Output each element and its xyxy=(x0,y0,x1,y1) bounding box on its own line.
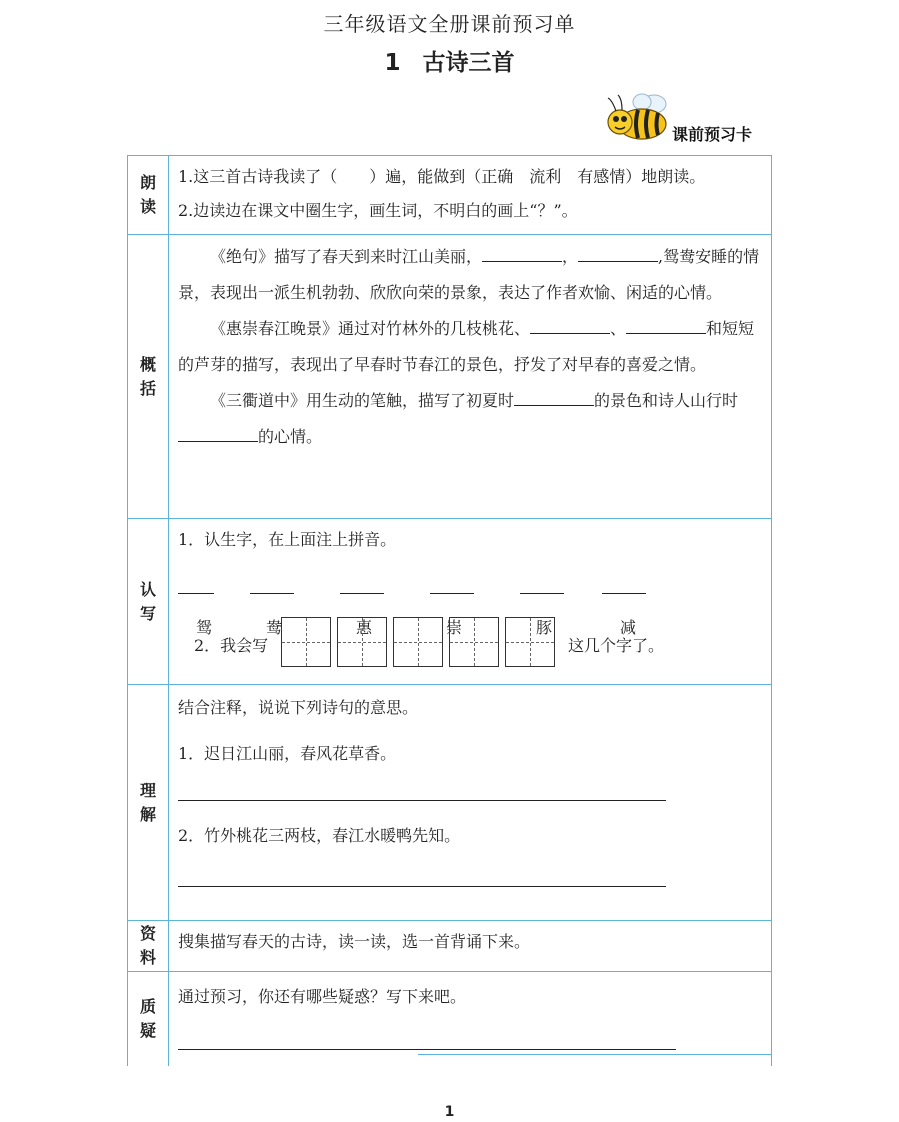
category-label: 质 疑 xyxy=(128,972,169,1067)
pinyin-blank[interactable] xyxy=(340,593,384,594)
pinyin-blank[interactable] xyxy=(178,593,214,594)
pinyin-blank[interactable] xyxy=(602,593,646,594)
writing-suffix: 这几个字了。 xyxy=(568,636,665,655)
lesson-title xyxy=(0,44,899,77)
reading-content xyxy=(169,156,772,235)
lesson-number: 1 xyxy=(384,50,401,76)
character: 惠 xyxy=(356,618,373,637)
writing-prompt: 2．我会写 xyxy=(194,636,269,655)
badge-label: 课前预习卡 xyxy=(672,125,753,144)
category-label: 认 写 xyxy=(128,519,169,685)
section-understanding xyxy=(128,685,772,921)
section-questions xyxy=(128,972,772,1067)
writing-row xyxy=(178,619,763,673)
pinyin-blank[interactable] xyxy=(250,593,294,594)
understanding-content xyxy=(169,685,772,921)
literacy-content xyxy=(169,519,772,685)
fill-blank[interactable] xyxy=(626,313,706,334)
character: 崇 xyxy=(446,618,463,637)
questions-content xyxy=(169,972,772,1067)
questions-text: 通过预习，你还有哪些疑惑？写下来吧。 xyxy=(178,987,467,1006)
category-label: 朗 读 xyxy=(128,156,169,235)
lesson-name: 古诗三首 xyxy=(422,50,515,76)
summary-paragraph-1: 《绝句》描写了春天到来时江山美丽， ， ,鸳鸯安睡的情景，表现出一派生机勃勃、欣欣向荣的景象，表达了作者欢愉、闲适的心情。 xyxy=(178,239,763,311)
writing-grid-box[interactable] xyxy=(337,617,387,667)
answer-line[interactable] xyxy=(178,1048,676,1050)
understanding-intro: 结合注释，说说下列诗句的意思。 xyxy=(178,698,419,717)
pinyin-blank[interactable] xyxy=(430,593,474,594)
category-label: 理 解 xyxy=(128,685,169,921)
fill-blank[interactable] xyxy=(178,421,258,442)
section-literacy xyxy=(128,519,772,685)
character: 鸯 xyxy=(266,618,283,637)
understanding-question-1: 1．迟日江山丽，春风花草香。 xyxy=(178,744,397,763)
summary-paragraph-2: 《惠崇春江晚景》通过对竹林外的几枝桃花、 、 和短短的芦芽的描写，表现出了早春时节春江的景色，抒发了对早春的喜爱之情。 xyxy=(178,311,763,383)
answer-line[interactable] xyxy=(178,885,666,887)
category-label: 资 料 xyxy=(128,921,169,972)
table-bottom-border xyxy=(418,1054,772,1055)
bee-icon xyxy=(604,90,676,146)
preview-card-badge xyxy=(604,90,774,152)
section-materials xyxy=(128,921,772,972)
summary-paragraph-3: 《三衢道中》用生动的笔触，描写了初夏时 的景色和诗人山行时的心情。 xyxy=(178,383,763,455)
writing-grid-box[interactable] xyxy=(505,617,555,667)
page-number: 1 xyxy=(444,1104,455,1120)
materials-content xyxy=(169,921,772,972)
fill-blank[interactable] xyxy=(530,313,610,334)
character: 鸳 xyxy=(196,618,213,637)
writing-grid-box[interactable] xyxy=(281,617,331,667)
character: 减 xyxy=(620,618,637,637)
document-header: 三年级语文全册课前预习单 xyxy=(323,12,576,36)
fill-blank[interactable] xyxy=(514,385,594,406)
section-reading xyxy=(128,156,772,235)
literacy-question-1: 1．认生字，在上面注上拼音。 xyxy=(178,530,397,549)
fill-blank[interactable] xyxy=(482,241,562,262)
preview-sheet-table xyxy=(127,155,772,1066)
writing-grid-box[interactable] xyxy=(449,617,499,667)
writing-grid-box[interactable] xyxy=(393,617,443,667)
reading-line-2: 2.边读边在课文中圈生字，画生词，不明白的画上“？”。 xyxy=(178,201,578,220)
section-summary xyxy=(128,235,772,519)
understanding-question-2: 2．竹外桃花三两枝，春江水暖鸭先知。 xyxy=(178,826,461,845)
reading-line-1: 1.这三首古诗我读了（ ）遍，能做到（正确 流利 有感情）地朗读。 xyxy=(178,167,706,186)
materials-text: 搜集描写春天的古诗，读一读，选一首背诵下来。 xyxy=(178,932,531,951)
fill-blank[interactable] xyxy=(578,241,658,262)
summary-content xyxy=(169,235,772,519)
category-label: 概 括 xyxy=(128,235,169,519)
answer-line[interactable] xyxy=(178,799,666,801)
character: 豚 xyxy=(536,618,553,637)
pinyin-blank[interactable] xyxy=(520,593,564,594)
